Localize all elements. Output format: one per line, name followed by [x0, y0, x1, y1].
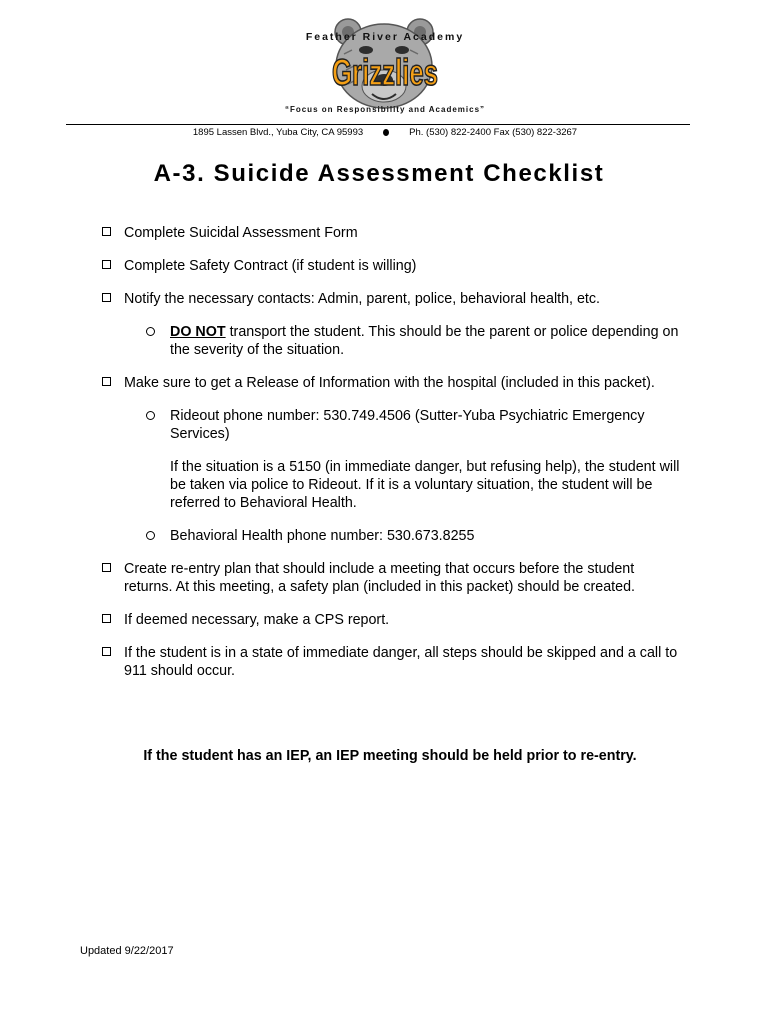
mascot-text: Grizzlies [332, 52, 438, 93]
school-address: 1895 Lassen Blvd., Yuba City, CA 95993 [192, 127, 364, 138]
checklist-item [102, 290, 682, 308]
checklist-item-text: If deemed necessary, make a CPS report. [124, 612, 390, 628]
checkbox-icon [102, 563, 111, 572]
checklist-subitem [102, 527, 682, 545]
checklist-item [102, 644, 682, 680]
checklist-item [102, 560, 682, 596]
subitem-paragraph: If the situation is a 5150 (in immediate danger, but refusing help), the student will be taken via police to Rideout. If it is a voluntary situation, the student will be referred to Behavioral Health. [170, 459, 680, 511]
checklist-item [102, 224, 682, 242]
bullet-separator-icon [383, 129, 389, 136]
checkbox-icon [102, 614, 111, 623]
checklist-subitem [102, 323, 682, 359]
header-divider [66, 124, 690, 125]
checkbox-icon [102, 647, 111, 656]
page-title: A-3. Suicide Assessment Checklist [153, 160, 605, 187]
subitem-text: Behavioral Health phone number: 530.673.8255 [170, 528, 475, 544]
checklist-item-text: Notify the necessary contacts: Admin, parent, police, behavioral health, etc. [124, 291, 601, 307]
checklist [102, 224, 682, 695]
grizzlies-wordmark [329, 49, 441, 93]
contact-line [0, 127, 770, 138]
circle-bullet-icon [146, 327, 155, 336]
school-tagline: “Focus on Responsibility and Academics” [284, 105, 486, 114]
checklist-item [102, 257, 682, 275]
checkbox-icon [102, 227, 111, 236]
checkbox-icon [102, 293, 111, 302]
checklist-item-text: Complete Suicidal Assessment Form [124, 225, 358, 241]
checklist-item-text: If the student is in a state of immediate danger, all steps should be skipped and a call to 911 should occur. [124, 645, 678, 679]
checkbox-icon [102, 260, 111, 269]
phone-fax: Ph. (530) 822-2400 Fax (530) 822-3267 [409, 127, 578, 138]
iep-note: If the student has an IEP, an IEP meeting should be held prior to re-entry. [143, 748, 637, 764]
checklist-item [102, 374, 682, 392]
checklist-item-text: Create re-entry plan that should include a meeting that occurs before the student returns. At this meeting, a safety plan (included in this packet) should be created. [124, 561, 636, 595]
checklist-subitem [102, 407, 682, 443]
school-name: Feather River Academy [305, 31, 465, 43]
updated-date: Updated 9/22/2017 [80, 945, 174, 957]
subitem-text: transport the student. This should be the parent or police depending on the severity of the situation. [170, 324, 679, 358]
checklist-item-text: Make sure to get a Release of Information with the hospital (included in this packet). [124, 375, 655, 391]
emphasis-text: DO NOT [170, 324, 226, 340]
checklist-item-text: Complete Safety Contract (if student is willing) [124, 258, 417, 274]
checklist-item [102, 611, 682, 629]
circle-bullet-icon [146, 531, 155, 540]
checkbox-icon [102, 377, 111, 386]
circle-bullet-icon [146, 411, 155, 420]
letterhead [0, 0, 770, 140]
subitem-text: Rideout phone number: 530.749.4506 (Sutter-Yuba Psychiatric Emergency Services) [170, 408, 645, 442]
